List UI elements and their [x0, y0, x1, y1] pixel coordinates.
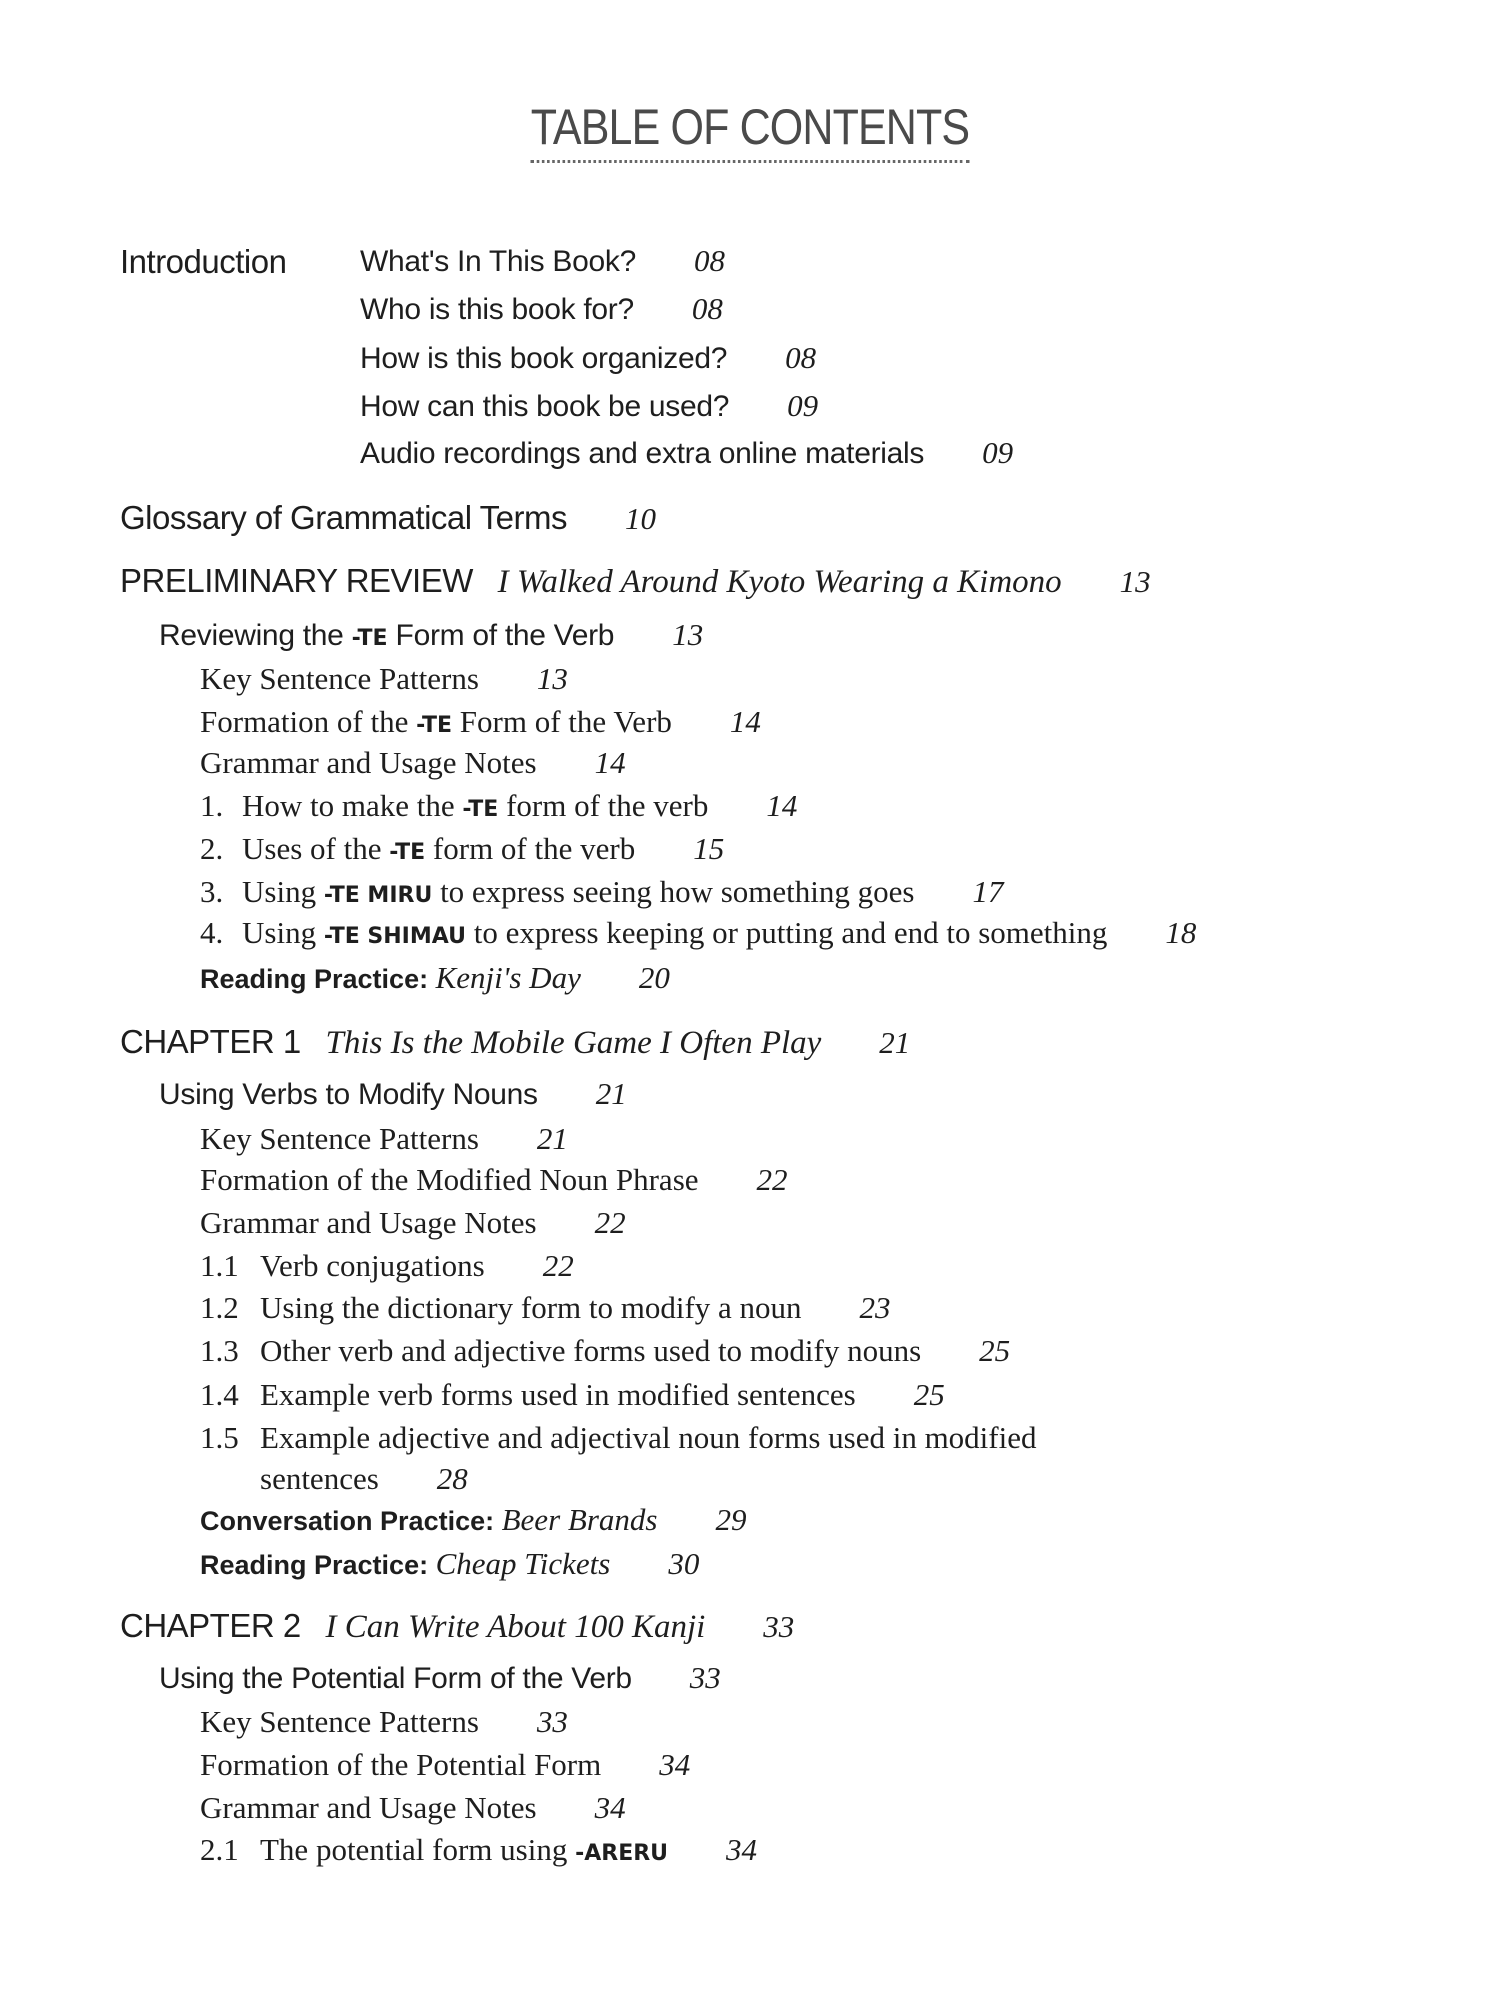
page-number: 34	[659, 1747, 691, 1782]
page-number: 25	[913, 1377, 945, 1412]
toc-entry[interactable]	[200, 876, 1003, 907]
entry-text: Kenji's Day	[435, 960, 581, 995]
verb-form-term: -TE MIRU	[323, 883, 433, 908]
item-number: 1.1	[200, 1248, 239, 1283]
toc-entry[interactable]	[200, 1379, 945, 1410]
entry-text: Using	[242, 874, 324, 909]
entry-text: Example verb forms used in modified sentences	[260, 1377, 856, 1412]
entry-text: This Is the Mobile Game I Often Play	[300, 1025, 822, 1061]
page-number: 34	[594, 1790, 626, 1825]
page-number: 33	[689, 1660, 721, 1695]
page-number: 14	[594, 745, 626, 780]
verb-form-term: -TE	[389, 840, 426, 865]
toc-entry[interactable]	[200, 747, 626, 778]
page-number: 14	[729, 704, 761, 739]
toc-entry[interactable]	[120, 1609, 794, 1644]
entry-text: Using Verbs to Modify Nouns	[159, 1078, 538, 1111]
practice-label: Reading Practice:	[200, 964, 436, 994]
page-number: 18	[1165, 915, 1197, 950]
toc-entry[interactable]	[200, 1164, 788, 1195]
item-number: 1.5	[200, 1420, 239, 1455]
toc-entry[interactable]	[360, 437, 1013, 469]
page-number: 21	[595, 1076, 627, 1111]
entry-text: CHAPTER 1	[120, 1023, 301, 1060]
page-number: 13	[536, 661, 568, 696]
toc-entry[interactable]	[200, 1792, 626, 1823]
entry-text: to express seeing how something goes	[432, 874, 915, 909]
toc-entry[interactable]	[260, 1463, 468, 1494]
item-number: 2.	[200, 831, 224, 866]
entry-text: Reviewing the	[159, 619, 352, 652]
page-number: 09	[787, 388, 819, 423]
entry-text: Using the dictionary form to modify a noun	[260, 1290, 802, 1325]
toc-entry[interactable]	[159, 1078, 627, 1110]
toc-entry[interactable]	[120, 564, 1151, 599]
toc-entry[interactable]	[360, 342, 816, 374]
page-number: 14	[766, 788, 798, 823]
entry-text: Formation of the	[200, 704, 417, 739]
toc-entry[interactable]	[200, 1504, 746, 1535]
entry-text: How is this book organized?	[360, 342, 728, 375]
toc-entry[interactable]	[200, 1335, 1010, 1366]
page-number: 25	[979, 1333, 1011, 1368]
item-number: 1.4	[200, 1377, 239, 1412]
item-number: 1.3	[200, 1333, 239, 1368]
page-number: 13	[1119, 564, 1151, 599]
page-number: 20	[638, 960, 670, 995]
entry-text: Beer Brands	[501, 1502, 658, 1537]
page-number: 33	[536, 1704, 568, 1739]
item-number: 1.	[200, 788, 224, 823]
toc-entry[interactable]	[200, 1834, 757, 1865]
toc-entry[interactable]	[200, 1548, 699, 1579]
verb-form-term: -ARERU	[575, 1841, 669, 1866]
entry-text: Cheap Tickets	[435, 1546, 611, 1581]
page-number: 33	[763, 1609, 795, 1644]
entry-text: form of the verb	[425, 831, 636, 866]
verb-form-term: -TE SHIMAU	[323, 924, 466, 949]
toc-entry[interactable]	[120, 1025, 910, 1060]
toc-entry[interactable]	[200, 706, 761, 737]
toc-entry[interactable]	[200, 1749, 690, 1780]
entry-text: Using the Potential Form of the Verb	[159, 1662, 632, 1695]
page-number: 22	[542, 1248, 574, 1283]
toc-entry[interactable]	[200, 1207, 626, 1238]
entry-text: to express keeping or putting and end to something	[465, 915, 1108, 950]
toc-entry[interactable]	[200, 962, 670, 993]
entry-text: Formation of the Modified Noun Phrase	[200, 1162, 699, 1197]
entry-text: Form of the Verb	[452, 704, 672, 739]
toc-entry[interactable]	[159, 1662, 721, 1694]
entry-text: Grammar and Usage Notes	[200, 1205, 537, 1240]
page-number: 13	[672, 617, 704, 652]
page-title	[0, 98, 1500, 163]
page-number: 22	[594, 1205, 626, 1240]
entry-text: sentences	[260, 1461, 379, 1496]
title-text: TABLE OF CONTENTS	[531, 98, 970, 163]
toc-entry[interactable]	[360, 245, 725, 277]
page-number: 22	[756, 1162, 788, 1197]
page-number: 08	[691, 291, 723, 326]
entry-text: How can this book be used?	[360, 390, 730, 423]
entry-text: Example adjective and adjectival noun forms used in modified	[260, 1420, 1037, 1455]
page-number: 30	[668, 1546, 700, 1581]
toc-entry[interactable]	[200, 1422, 1036, 1453]
entry-text: Grammar and Usage Notes	[200, 1790, 537, 1825]
toc-entry[interactable]	[200, 1292, 891, 1323]
entry-text: form of the verb	[498, 788, 709, 823]
page-number: 29	[715, 1502, 747, 1537]
toc-entry[interactable]	[200, 1250, 574, 1281]
entry-text: I Walked Around Kyoto Wearing a Kimono	[472, 564, 1062, 600]
verb-form-term: -TE	[351, 626, 388, 651]
verb-form-term: -TE	[416, 713, 453, 738]
item-number: 4.	[200, 915, 224, 950]
toc-entry[interactable]	[200, 663, 568, 694]
page-number: 17	[972, 874, 1004, 909]
page-number: 28	[436, 1461, 468, 1496]
entry-text: CHAPTER 2	[120, 1607, 301, 1644]
page-number: 23	[859, 1290, 891, 1325]
page-number: 21	[536, 1121, 568, 1156]
toc-entry[interactable]	[200, 1123, 568, 1154]
toc-entry[interactable]	[159, 619, 703, 651]
toc-entry[interactable]	[120, 501, 656, 534]
entry-text: Audio recordings and extra online materials	[360, 437, 925, 470]
entry-text: Key Sentence Patterns	[200, 661, 479, 696]
entry-text: Uses of the	[242, 831, 390, 866]
page-number: 21	[879, 1025, 911, 1060]
entry-text: Other verb and adjective forms used to modify nouns	[260, 1333, 922, 1368]
toc-entry[interactable]	[200, 1706, 568, 1737]
entry-text: What's In This Book?	[360, 245, 636, 278]
entry-text: The potential form using	[260, 1832, 576, 1867]
page-number: 15	[693, 831, 725, 866]
toc-entry[interactable]	[360, 390, 818, 422]
entry-text: Verb conjugations	[260, 1248, 485, 1283]
toc-entry[interactable]	[200, 917, 1196, 948]
toc-entry[interactable]	[200, 790, 797, 821]
page-number: 34	[726, 1832, 758, 1867]
page-number: 10	[624, 501, 656, 536]
verb-form-term: -TE	[462, 797, 499, 822]
page-number: 08	[785, 340, 817, 375]
page-number: 09	[982, 435, 1014, 470]
entry-text: How to make the	[242, 788, 463, 823]
entry-text: Using	[242, 915, 324, 950]
entry-text: Formation of the Potential Form	[200, 1747, 602, 1782]
page-number: 08	[693, 243, 725, 278]
item-number: 3.	[200, 874, 224, 909]
entry-text: Grammar and Usage Notes	[200, 745, 537, 780]
item-number: 1.2	[200, 1290, 239, 1325]
entry-text: Form of the Verb	[387, 619, 615, 652]
practice-label: Reading Practice:	[200, 1550, 436, 1580]
entry-text: PRELIMINARY REVIEW	[120, 562, 473, 599]
entry-text: Glossary of Grammatical Terms	[120, 499, 567, 536]
practice-label: Conversation Practice:	[200, 1506, 502, 1536]
introduction-label: Introduction	[120, 243, 287, 280]
item-number: 2.1	[200, 1832, 239, 1867]
entry-text: Key Sentence Patterns	[200, 1704, 479, 1739]
entry-text: I Can Write About 100 Kanji	[300, 1609, 706, 1645]
entry-text: Key Sentence Patterns	[200, 1121, 479, 1156]
entry-text: Who is this book for?	[360, 293, 634, 326]
toc-entry[interactable]	[200, 833, 724, 864]
toc-entry[interactable]	[360, 293, 723, 325]
